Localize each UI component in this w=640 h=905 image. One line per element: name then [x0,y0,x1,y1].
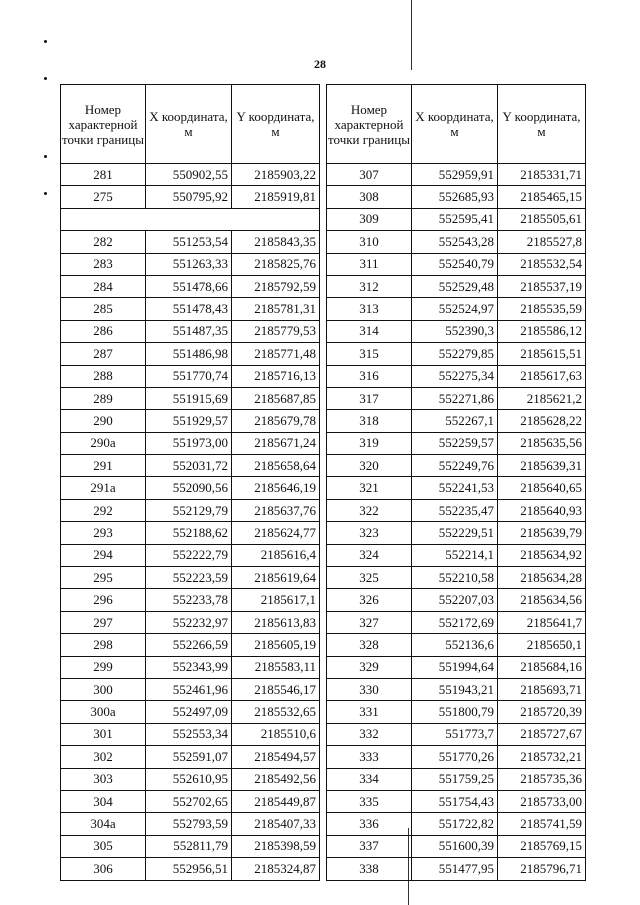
table-row [61,499,320,521]
table-row [61,455,320,477]
coordinates-table-left [60,84,320,881]
x-cell: 552540,79 [412,253,498,275]
x-cell: 551759,25 [412,768,498,790]
x-cell: 552591,07 [146,746,232,768]
table-row [327,499,586,521]
x-cell: 552702,65 [146,790,232,812]
x-cell: 552235,47 [412,499,498,521]
table-row [327,343,586,365]
scan-artifact-dot [44,192,47,195]
table-row [61,477,320,499]
point-cell: 300а [61,701,146,723]
table-row [61,387,320,409]
point-cell: 295 [61,567,146,589]
y-cell: 2185624,77 [232,522,320,544]
table-row [327,678,586,700]
y-cell: 2185331,71 [498,164,586,186]
y-cell: 2185617,1 [232,589,320,611]
table-row [327,320,586,342]
table-row [327,253,586,275]
y-cell: 2185735,36 [498,768,586,790]
y-cell: 2185537,19 [498,275,586,297]
y-cell: 2185619,64 [232,567,320,589]
x-cell: 552129,79 [146,499,232,521]
point-cell: 326 [327,589,412,611]
table-row [61,432,320,454]
scan-artifact-dot [44,40,47,43]
empty-row-cell [61,208,320,230]
x-cell: 551770,74 [146,365,232,387]
point-cell: 330 [327,678,412,700]
y-cell: 2185617,63 [498,365,586,387]
point-cell: 332 [327,723,412,745]
table-row [61,813,320,835]
point-cell: 300 [61,678,146,700]
point-cell: 298 [61,634,146,656]
point-cell: 291а [61,477,146,499]
table-row [327,589,586,611]
x-cell: 552266,59 [146,634,232,656]
y-cell: 2185465,15 [498,186,586,208]
y-cell: 2185527,8 [498,231,586,253]
point-cell: 313 [327,298,412,320]
table-body-right [327,164,586,881]
x-cell: 551253,54 [146,231,232,253]
point-cell: 334 [327,768,412,790]
y-cell: 2185407,33 [232,813,320,835]
x-cell: 552595,41 [412,208,498,230]
table-row [327,522,586,544]
point-cell: 316 [327,365,412,387]
y-cell: 2185693,71 [498,678,586,700]
table-row [61,746,320,768]
table-header-row [61,85,320,164]
point-cell: 301 [61,723,146,745]
x-cell: 552543,28 [412,231,498,253]
point-cell: 324 [327,544,412,566]
point-cell: 319 [327,432,412,454]
point-cell: 288 [61,365,146,387]
y-cell: 2185637,76 [232,499,320,521]
table-header-row [327,85,586,164]
x-cell: 552031,72 [146,455,232,477]
y-cell: 2185510,6 [232,723,320,745]
y-cell: 2185494,57 [232,746,320,768]
header-x: X координата, м [146,85,232,164]
table-row [327,432,586,454]
point-cell: 296 [61,589,146,611]
x-cell: 552233,78 [146,589,232,611]
y-cell: 2185658,64 [232,455,320,477]
point-cell: 304а [61,813,146,835]
point-cell: 312 [327,275,412,297]
table-row [61,858,320,880]
table-row [61,723,320,745]
y-cell: 2185613,83 [232,611,320,633]
y-cell: 2185732,21 [498,746,586,768]
point-cell: 302 [61,746,146,768]
table-row [327,455,586,477]
point-cell: 325 [327,567,412,589]
y-cell: 2185535,59 [498,298,586,320]
point-cell: 331 [327,701,412,723]
header-point: Номер характерной точки границы [61,85,146,164]
table-row [61,365,320,387]
y-cell: 2185634,92 [498,544,586,566]
x-cell: 551487,35 [146,320,232,342]
header-y: Y координата, м [498,85,586,164]
x-cell: 551478,43 [146,298,232,320]
table-row [61,768,320,790]
point-cell: 328 [327,634,412,656]
x-cell: 552956,51 [146,858,232,880]
point-cell: 308 [327,186,412,208]
y-cell: 2185720,39 [498,701,586,723]
y-cell: 2185639,79 [498,522,586,544]
table-row [327,790,586,812]
x-cell: 552275,34 [412,365,498,387]
point-cell: 283 [61,253,146,275]
x-cell: 551994,64 [412,656,498,678]
point-cell: 286 [61,320,146,342]
table-row [61,656,320,678]
y-cell: 2185639,31 [498,455,586,477]
x-cell: 552210,58 [412,567,498,589]
x-cell: 552222,79 [146,544,232,566]
point-cell: 310 [327,231,412,253]
x-cell: 552207,03 [412,589,498,611]
y-cell: 2185919,81 [232,186,320,208]
y-cell: 2185635,56 [498,432,586,454]
x-cell: 552793,59 [146,813,232,835]
y-cell: 2185586,12 [498,320,586,342]
y-cell: 2185779,53 [232,320,320,342]
x-cell: 552343,99 [146,656,232,678]
point-cell: 275 [61,186,146,208]
x-cell: 551943,21 [412,678,498,700]
table-row [61,634,320,656]
x-cell: 552524,97 [412,298,498,320]
point-cell: 311 [327,253,412,275]
x-cell: 551770,26 [412,746,498,768]
y-cell: 2185532,65 [232,701,320,723]
table-row [327,231,586,253]
y-cell: 2185628,22 [498,410,586,432]
table-row [327,186,586,208]
table-row [61,611,320,633]
x-cell: 552959,91 [412,164,498,186]
point-cell: 320 [327,455,412,477]
x-cell: 552188,62 [146,522,232,544]
table-row [327,611,586,633]
y-cell: 2185650,1 [498,634,586,656]
y-cell: 2185646,19 [232,477,320,499]
scan-artifact-line [411,0,412,70]
y-cell: 2185583,11 [232,656,320,678]
point-cell: 333 [327,746,412,768]
table-row [327,813,586,835]
x-cell: 551754,43 [412,790,498,812]
x-cell: 551973,00 [146,432,232,454]
y-cell: 2185640,65 [498,477,586,499]
x-cell: 551263,33 [146,253,232,275]
table-row [327,410,586,432]
table-row [327,835,586,857]
point-cell: 305 [61,835,146,857]
x-cell: 551929,57 [146,410,232,432]
point-cell: 327 [327,611,412,633]
y-cell: 2185671,24 [232,432,320,454]
point-cell: 335 [327,790,412,812]
y-cell: 2185825,76 [232,253,320,275]
y-cell: 2185546,17 [232,678,320,700]
x-cell: 552685,93 [412,186,498,208]
y-cell: 2185843,35 [232,231,320,253]
point-cell: 338 [327,858,412,880]
x-cell: 552497,09 [146,701,232,723]
table-row [61,790,320,812]
point-cell: 297 [61,611,146,633]
scan-artifact-dot [44,77,47,80]
table-row [61,544,320,566]
x-cell: 552249,76 [412,455,498,477]
y-cell: 2185716,13 [232,365,320,387]
y-cell: 2185641,7 [498,611,586,633]
table-row [327,634,586,656]
y-cell: 2185796,71 [498,858,586,880]
point-cell: 303 [61,768,146,790]
x-cell: 552232,97 [146,611,232,633]
table-row [61,208,320,230]
table-row [327,768,586,790]
y-cell: 2185324,87 [232,858,320,880]
y-cell: 2185605,19 [232,634,320,656]
x-cell: 551486,98 [146,343,232,365]
table-row [61,567,320,589]
x-cell: 552223,59 [146,567,232,589]
x-cell: 552259,57 [412,432,498,454]
point-cell: 336 [327,813,412,835]
y-cell: 2185727,67 [498,723,586,745]
point-cell: 299 [61,656,146,678]
x-cell: 551477,95 [412,858,498,880]
point-cell: 307 [327,164,412,186]
table-body-left [61,164,320,881]
point-cell: 294 [61,544,146,566]
table-row [327,208,586,230]
point-cell: 314 [327,320,412,342]
x-cell: 550795,92 [146,186,232,208]
table-row [61,589,320,611]
table-row [61,701,320,723]
x-cell: 552811,79 [146,835,232,857]
x-cell: 552279,85 [412,343,498,365]
point-cell: 285 [61,298,146,320]
x-cell: 552229,51 [412,522,498,544]
x-cell: 552553,34 [146,723,232,745]
table-row [327,365,586,387]
x-cell: 551773,7 [412,723,498,745]
point-cell: 290а [61,432,146,454]
point-cell: 292 [61,499,146,521]
y-cell: 2185687,85 [232,387,320,409]
x-cell: 552214,1 [412,544,498,566]
y-cell: 2185398,59 [232,835,320,857]
x-cell: 552241,53 [412,477,498,499]
page-number: 28 [314,57,326,71]
table-row [61,164,320,186]
header-x: X координата, м [412,85,498,164]
table-row [327,544,586,566]
table-row [327,858,586,880]
x-cell: 551915,69 [146,387,232,409]
header-y: Y координата, м [232,85,320,164]
x-cell: 552136,6 [412,634,498,656]
y-cell: 2185634,28 [498,567,586,589]
coordinates-table-right [326,84,586,881]
point-cell: 322 [327,499,412,521]
y-cell: 2185532,54 [498,253,586,275]
point-cell: 309 [327,208,412,230]
table-row [61,410,320,432]
table-row [327,567,586,589]
y-cell: 2185616,4 [232,544,320,566]
y-cell: 2185640,93 [498,499,586,521]
point-cell: 290 [61,410,146,432]
table-row [61,231,320,253]
point-cell: 318 [327,410,412,432]
y-cell: 2185903,22 [232,164,320,186]
x-cell: 552610,95 [146,768,232,790]
table-row [327,746,586,768]
y-cell: 2185492,56 [232,768,320,790]
x-cell: 552267,1 [412,410,498,432]
point-cell: 304 [61,790,146,812]
point-cell: 306 [61,858,146,880]
y-cell: 2185771,48 [232,343,320,365]
point-cell: 315 [327,343,412,365]
table-row [61,343,320,365]
y-cell: 2185769,15 [498,835,586,857]
x-cell: 552529,48 [412,275,498,297]
header-point: Номер характерной точки границы [327,85,412,164]
point-cell: 282 [61,231,146,253]
table-row [61,186,320,208]
x-cell: 551800,79 [412,701,498,723]
x-cell: 550902,55 [146,164,232,186]
x-cell: 551478,66 [146,275,232,297]
y-cell: 2185733,00 [498,790,586,812]
point-cell: 317 [327,387,412,409]
point-cell: 329 [327,656,412,678]
y-cell: 2185615,51 [498,343,586,365]
y-cell: 2185684,16 [498,656,586,678]
x-cell: 552172,69 [412,611,498,633]
table-row [61,275,320,297]
y-cell: 2185781,31 [232,298,320,320]
point-cell: 293 [61,522,146,544]
table-row [327,387,586,409]
point-cell: 321 [327,477,412,499]
point-cell: 281 [61,164,146,186]
y-cell: 2185505,61 [498,208,586,230]
y-cell: 2185741,59 [498,813,586,835]
point-cell: 291 [61,455,146,477]
y-cell: 2185792,59 [232,275,320,297]
x-cell: 551722,82 [412,813,498,835]
y-cell: 2185679,78 [232,410,320,432]
table-row [327,164,586,186]
table-row [61,253,320,275]
y-cell: 2185621,2 [498,387,586,409]
table-row [61,522,320,544]
table-row [61,678,320,700]
point-cell: 284 [61,275,146,297]
point-cell: 287 [61,343,146,365]
x-cell: 552271,86 [412,387,498,409]
scan-artifact-dot [44,155,47,158]
x-cell: 551600,39 [412,835,498,857]
table-row [327,656,586,678]
x-cell: 552461,96 [146,678,232,700]
table-row [327,723,586,745]
table-row [327,275,586,297]
table-row [327,701,586,723]
point-cell: 289 [61,387,146,409]
x-cell: 552390,3 [412,320,498,342]
table-row [327,298,586,320]
point-cell: 337 [327,835,412,857]
y-cell: 2185634,56 [498,589,586,611]
table-row [327,477,586,499]
table-row [61,320,320,342]
point-cell: 323 [327,522,412,544]
table-row [61,298,320,320]
table-row [61,835,320,857]
x-cell: 552090,56 [146,477,232,499]
y-cell: 2185449,87 [232,790,320,812]
